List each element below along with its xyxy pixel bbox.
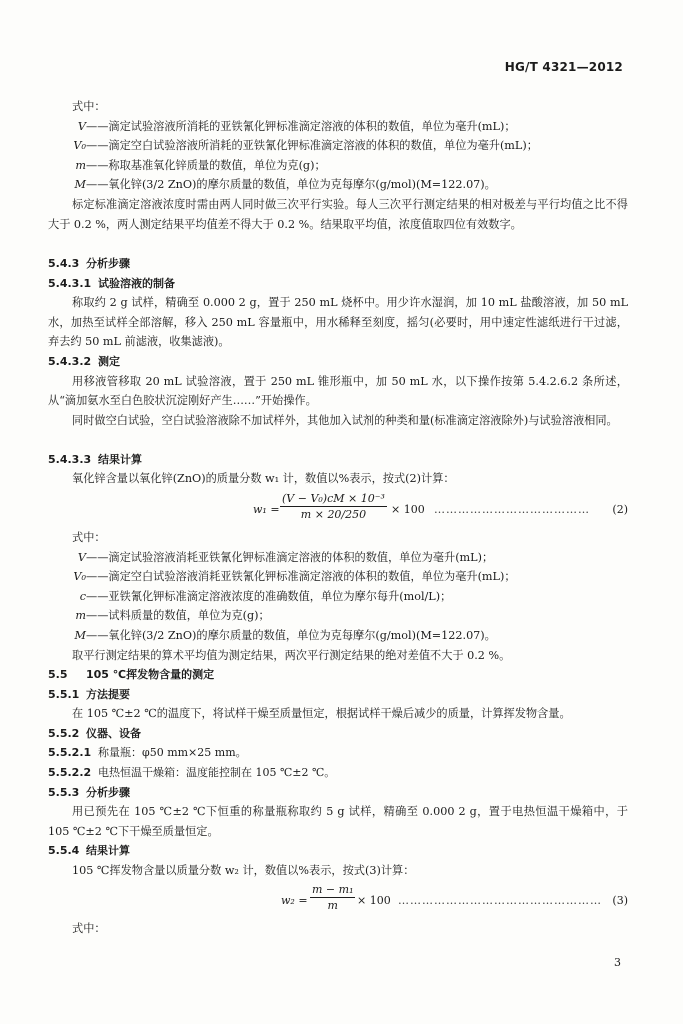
definition-row	[48, 136, 628, 156]
formula-leader: …………………………………	[434, 502, 590, 516]
section-heading: 5.5 105 ℃挥发物含量的测定	[48, 668, 215, 682]
formula-numerator: (V − V₀)cM × 10⁻³	[282, 491, 385, 505]
definition-row	[48, 587, 628, 607]
section-heading: 5.4.3.2 测定	[48, 355, 120, 369]
definition-row	[48, 156, 628, 176]
section-heading: 5.5.4 结果计算	[48, 844, 130, 858]
section-heading: 5.4.3.1 试验溶液的制备	[48, 276, 175, 290]
paragraph: 氧化锌含量以氧化锌(ZnO)的质量分数 w₁ 计，数值以%表示，按式(2)计算：	[72, 472, 455, 486]
definition-row	[48, 117, 628, 137]
formula-rhs: × 100	[357, 894, 391, 908]
definition-text: ——亚铁氰化钾标准滴定溶液浓度的准确数值，单位为摩尔每升(mol/L)；	[86, 589, 452, 603]
where-label: 式中：	[72, 922, 106, 936]
definition-text: ——滴定试验溶液消耗亚铁氰化钾标准滴定溶液的体积的数值，单位为毫升(mL)；	[86, 550, 494, 564]
symbol: m	[75, 158, 86, 172]
symbol: M	[74, 178, 86, 192]
symbol: V₀	[73, 139, 86, 153]
formula-lhs: w₂ =	[281, 894, 308, 908]
formula-fraction	[280, 491, 387, 522]
definition-text: ——氧化锌(3/2 ZnO)的摩尔质量的数值，单位为克每摩尔(g/mol)(M=122.07)。	[86, 178, 496, 192]
formula-numerator: m − m₁	[312, 883, 354, 897]
section-heading: 5.5.2 仪器、设备	[48, 726, 141, 740]
formula-2	[48, 489, 628, 528]
formula-denominator: m	[327, 899, 338, 913]
definition-row	[48, 626, 628, 646]
symbol: V	[77, 550, 86, 564]
formula-denominator: m × 20/250	[300, 507, 367, 521]
section-heading: 5.5.1 方法提要	[48, 687, 130, 701]
paragraph: 同时做空白试验，空白试验溶液除不加试样外，其他加入试剂的种类和量(标准滴定溶液除外)与试验溶液相同。	[72, 413, 618, 427]
section-heading: 5.4.3 分析步骤	[48, 256, 130, 270]
equation-number: (2)	[612, 502, 628, 516]
symbol: V	[77, 119, 86, 133]
where-label: 式中：	[72, 530, 106, 544]
symbol: c	[79, 589, 86, 603]
equation-number: (3)	[612, 894, 628, 908]
paragraph: 标定标准滴定溶液浓度时需由两人同时做三次平行实验。每人三次平行测定结果的相对极差与平行均值之比不得大于 0.2 %，两人测定结果平均值差不得大于 0.2 %。结果取平均值，浓度值取四位有效数字。	[48, 197, 628, 231]
symbol: m	[75, 609, 86, 623]
definition-text: ——滴定空白试验溶液所消耗的亚铁氰化钾标准滴定溶液的体积的数值，单位为毫升(mL)；	[86, 139, 538, 153]
formula-fraction	[310, 882, 355, 913]
definition-text: ——称取基准氧化锌质量的数值，单位为克(g)；	[86, 158, 326, 172]
subsection-item: 5.5.2.2 电热恒温干燥箱：温度能控制在 105 ℃±2 ℃。	[48, 766, 336, 780]
definition-row	[48, 175, 628, 195]
formula-3	[48, 880, 628, 919]
paragraph: 105 ℃挥发物含量以质量分数 w₂ 计，数值以%表示，按式(3)计算：	[72, 863, 415, 877]
paragraph: 用移液管移取 20 mL 试验溶液，置于 250 mL 锥形瓶中，加 50 mL 水，以下操作按第 5.4.2.6.2 条所述，从“滴加氨水至白色胶状沉淀刚好产生……”开始操作。	[48, 374, 628, 408]
formula-leader: ……………………………………………	[398, 894, 602, 908]
formula-rhs: × 100	[391, 502, 425, 516]
definition-text: ——滴定空白试验溶液消耗亚铁氰化钾标准滴定溶液的体积的数值，单位为毫升(mL)；	[86, 570, 516, 584]
where-label: 式中：	[72, 100, 106, 113]
definition-text: ——试料质量的数值，单位为克(g)；	[86, 609, 270, 623]
definition-row	[48, 567, 628, 587]
page-number: 3	[614, 956, 621, 969]
symbol: V₀	[73, 570, 86, 584]
symbol: M	[74, 628, 86, 642]
subsection-item: 5.5.2.1 称量瓶：φ50 mm×25 mm。	[48, 746, 247, 760]
formula-lhs: w₁ =	[253, 502, 280, 516]
standard-code: HG/T 4321—2012	[504, 60, 623, 74]
paragraph: 在 105 ℃±2 ℃的温度下，将试样干燥至质量恒定，根据试样干燥后减少的质量，计算挥发物含量。	[72, 707, 571, 721]
section-heading: 5.4.3.3 结果计算	[48, 452, 142, 466]
definition-row	[48, 606, 628, 626]
section-heading: 5.5.3 分析步骤	[48, 785, 130, 799]
document-body	[48, 97, 628, 939]
definition-text: ——滴定试验溶液所消耗的亚铁氰化钾标准滴定溶液的体积的数值，单位为毫升(mL)；	[86, 119, 516, 133]
paragraph: 取平行测定结果的算术平均值为测定结果，两次平行测定结果的绝对差值不大于 0.2 %。	[72, 648, 511, 662]
paragraph: 用已预先在 105 ℃±2 ℃下恒重的称量瓶称取约 5 g 试样，精确至 0.000 2 g，置于电热恒温干燥箱中，于 105 ℃±2 ℃下干燥至质量恒定。	[48, 805, 628, 838]
paragraph: 称取约 2 g 试样，精确至 0.000 2 g，置于 250 mL 烧杯中。用少许水湿润，加 10 mL 盐酸溶液，加 50 mL 水，加热至试样全部溶解，移入 250 mL 容量瓶中，用水稀释至刻度，摇匀(必要时，用中速定性滤纸进行干过滤，弃去约 50 mL 前滤液，收集滤液)。	[48, 296, 628, 349]
definition-text: ——氧化锌(3/2 ZnO)的摩尔质量的数值，单位为克每摩尔(g/mol)(M=122.07)。	[86, 628, 496, 642]
definition-row	[48, 548, 628, 568]
